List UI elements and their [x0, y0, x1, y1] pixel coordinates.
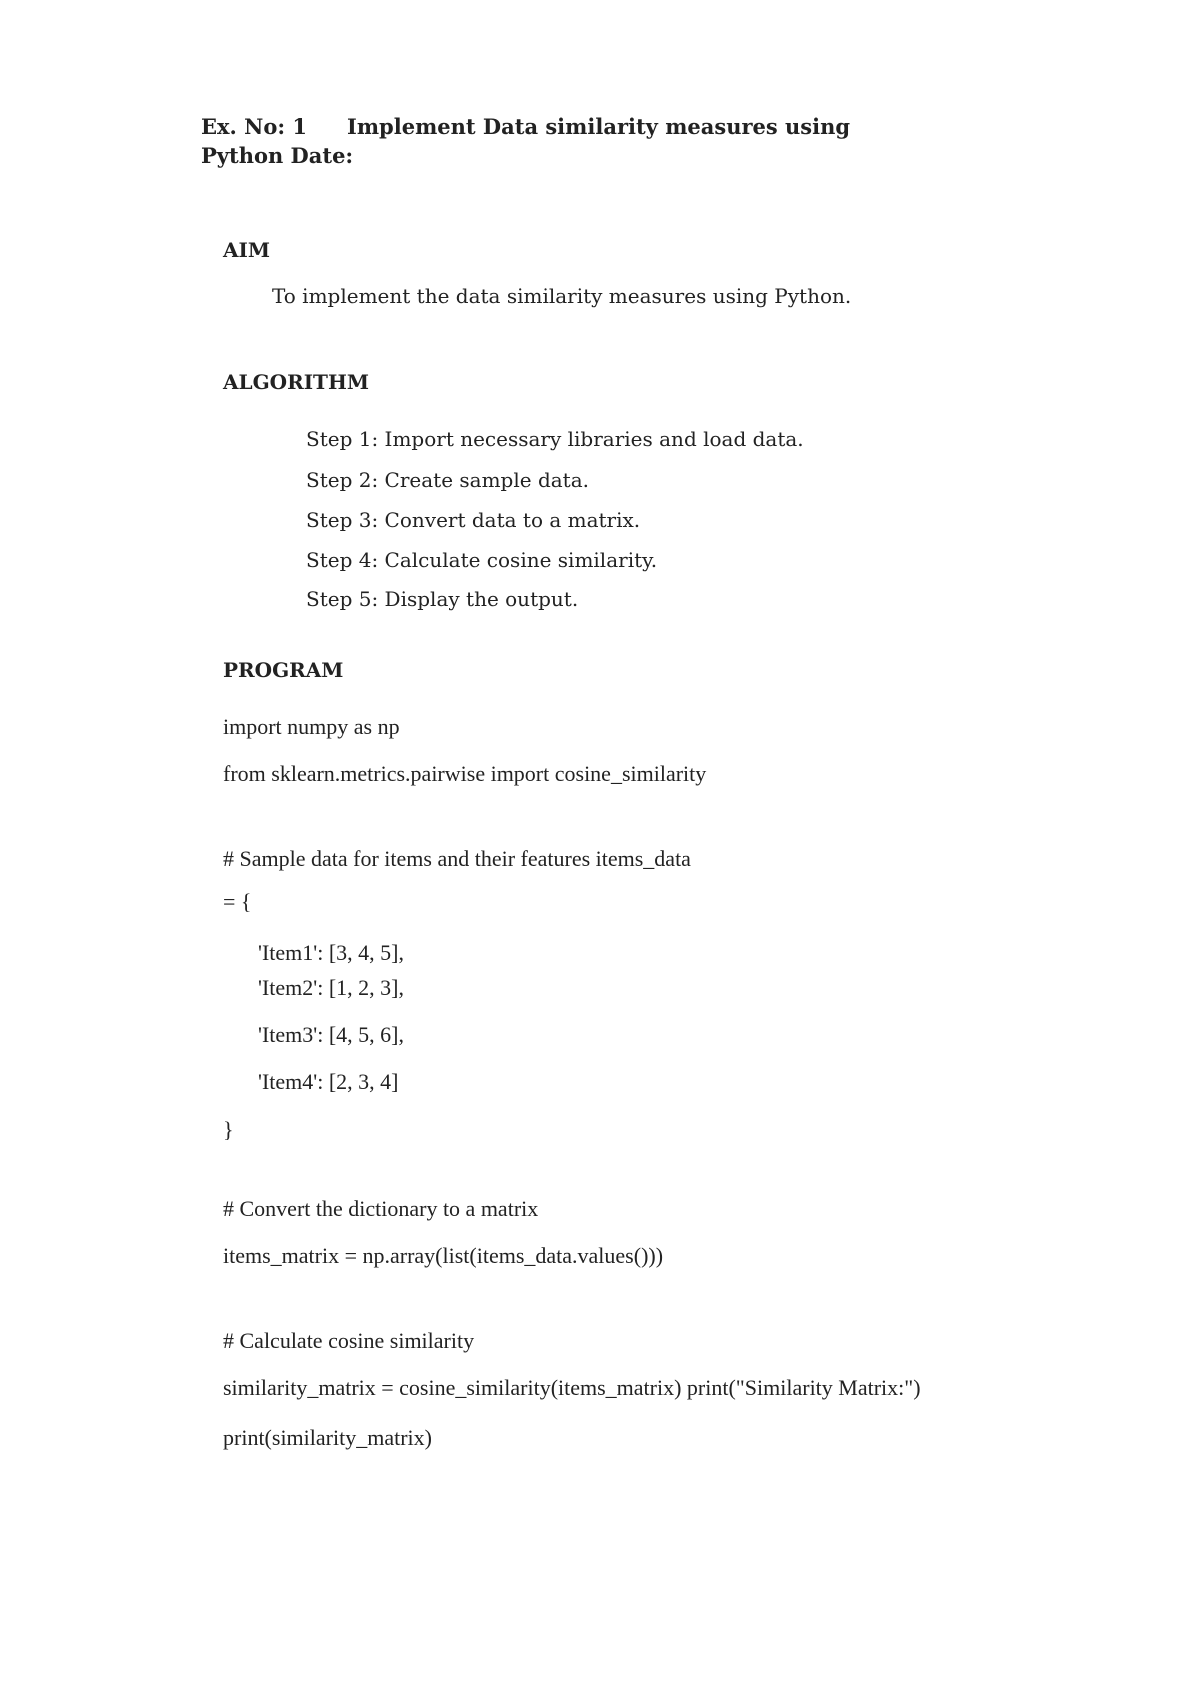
code-comment: # Convert the dictionary to a matrix	[223, 1196, 539, 1221]
code-line: from sklearn.metrics.pairwise import cosine_similarity	[223, 761, 707, 786]
algorithm-step: Step 3: Convert data to a matrix.	[306, 508, 641, 532]
aim-text: To implement the data similarity measures using Python.	[272, 284, 852, 308]
algorithm-heading: ALGORITHM	[223, 370, 369, 394]
code-line: import numpy as np	[223, 714, 400, 739]
document-title: Implement Data similarity measures using	[347, 114, 851, 139]
code-line: 'Item3': [4, 5, 6],	[258, 1022, 405, 1047]
algorithm-step: Step 1: Import necessary libraries and load data.	[306, 427, 804, 451]
algorithm-step: Step 2: Create sample data.	[306, 468, 589, 492]
exercise-number: Ex. No: 1	[201, 114, 308, 139]
aim-heading: AIM	[223, 238, 271, 262]
code-line: items_matrix = np.array(list(items_data.values()))	[223, 1243, 664, 1268]
code-comment: # Sample data for items and their features items_data	[223, 846, 691, 871]
code-line: 'Item1': [3, 4, 5],	[258, 940, 405, 965]
code-line: print(similarity_matrix)	[223, 1425, 432, 1450]
code-line: }	[223, 1117, 234, 1142]
code-line: similarity_matrix = cosine_similarity(items_matrix) print("Similarity Matrix:")	[223, 1375, 921, 1400]
program-heading: PROGRAM	[223, 658, 344, 682]
document-subtitle: Python Date:	[201, 143, 354, 168]
code-line: 'Item4': [2, 3, 4]	[258, 1069, 399, 1094]
algorithm-step: Step 4: Calculate cosine similarity.	[306, 548, 658, 572]
code-line: 'Item2': [1, 2, 3],	[258, 975, 405, 1000]
code-line: = {	[223, 889, 252, 914]
code-comment: # Calculate cosine similarity	[223, 1328, 475, 1353]
algorithm-step: Step 5: Display the output.	[306, 587, 579, 611]
